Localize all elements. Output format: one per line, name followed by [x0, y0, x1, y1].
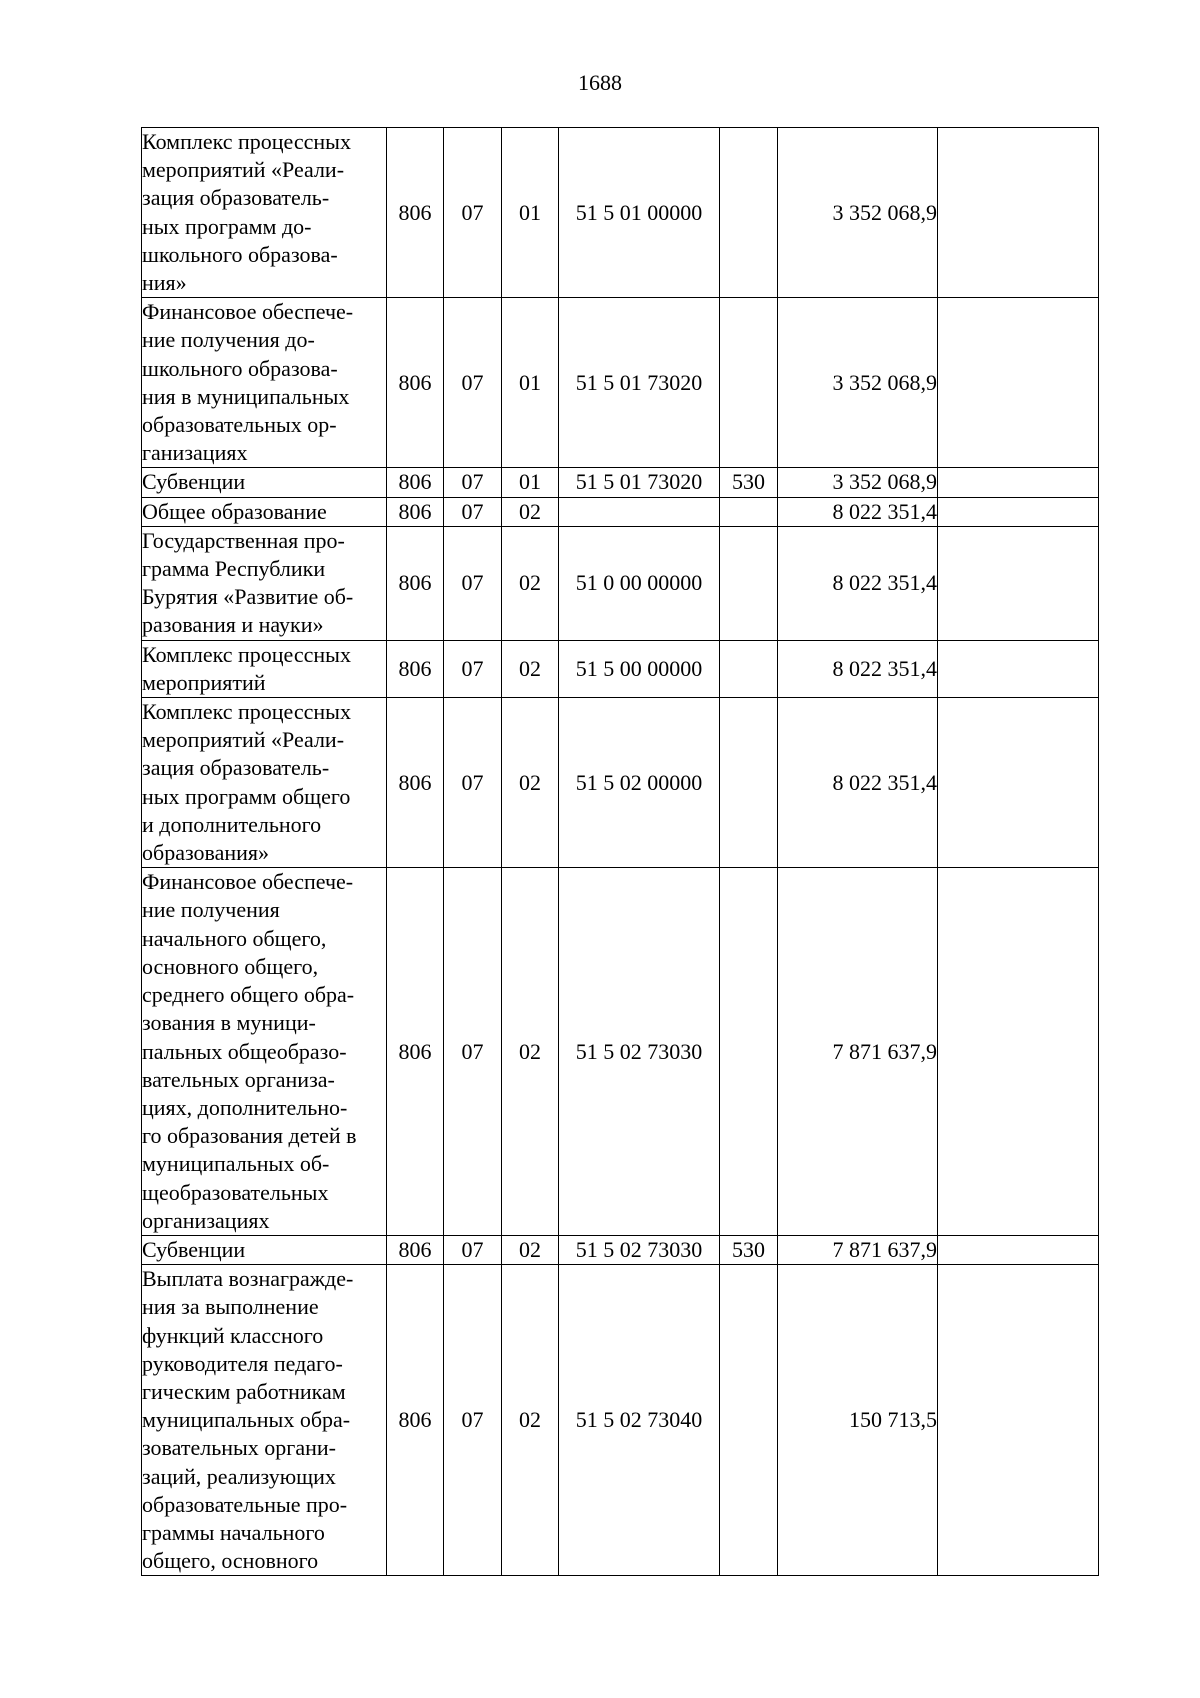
- section-cell: 07: [444, 698, 502, 868]
- row-name-cell: [142, 526, 387, 640]
- expense-type-cell: [720, 128, 778, 298]
- grbs-cell: 806: [387, 698, 444, 868]
- name-line: ганизациях: [142, 440, 248, 466]
- extra-cell: [938, 868, 1099, 1236]
- expense-type-cell: [720, 1265, 778, 1576]
- name-line: муниципальных об-: [142, 1151, 330, 1177]
- amount-cell: 3 352 068,9: [778, 128, 938, 298]
- subsection-cell: 02: [502, 497, 559, 526]
- grbs-cell: 806: [387, 1265, 444, 1576]
- grbs-cell: 806: [387, 1235, 444, 1264]
- name-line: Бурятия «Развитие об-: [142, 584, 354, 610]
- section-cell: 07: [444, 526, 502, 640]
- name-line: Комплекс процессных: [142, 699, 351, 725]
- subsection-cell: 01: [502, 128, 559, 298]
- grbs-cell: 806: [387, 868, 444, 1236]
- name-line: Государственная про-: [142, 527, 345, 553]
- name-line: основного общего,: [142, 953, 319, 979]
- name-line: муниципальных обра-: [142, 1407, 351, 1433]
- amount-cell: 150 713,5: [778, 1265, 938, 1576]
- grbs-cell: 806: [387, 526, 444, 640]
- name-line: Субвенции: [142, 1236, 246, 1262]
- amount-cell: 3 352 068,9: [778, 468, 938, 497]
- name-line: ние получения до-: [142, 327, 315, 353]
- expense-type-cell: 530: [720, 1235, 778, 1264]
- name-line: и дополнительного: [142, 811, 322, 837]
- expense-type-cell: [720, 640, 778, 697]
- expense-type-cell: [720, 298, 778, 468]
- expense-type-cell: [720, 497, 778, 526]
- section-cell: 07: [444, 497, 502, 526]
- grbs-cell: 806: [387, 298, 444, 468]
- amount-cell: 8 022 351,4: [778, 698, 938, 868]
- row-name-cell: [142, 1235, 387, 1264]
- name-line: мероприятий «Реали-: [142, 727, 345, 753]
- target-article-cell: [559, 497, 720, 526]
- name-line: образования»: [142, 840, 270, 866]
- name-line: зация образователь-: [142, 755, 330, 781]
- target-article-cell: 51 5 02 73030: [559, 1235, 720, 1264]
- expense-type-cell: 530: [720, 468, 778, 497]
- subsection-cell: 01: [502, 298, 559, 468]
- grbs-cell: 806: [387, 468, 444, 497]
- name-line: ных программ общего: [142, 783, 351, 809]
- name-line: ния за выполнение: [142, 1294, 319, 1320]
- amount-cell: 8 022 351,4: [778, 497, 938, 526]
- name-line: Комплекс процессных: [142, 129, 351, 154]
- name-line: руководителя педаго-: [142, 1350, 343, 1376]
- expense-type-cell: [720, 526, 778, 640]
- amount-cell: 7 871 637,9: [778, 1235, 938, 1264]
- name-line: Финансовое обеспече-: [142, 299, 354, 325]
- table-row: [142, 640, 1099, 697]
- name-line: мероприятий: [142, 669, 266, 695]
- subsection-cell: 02: [502, 1265, 559, 1576]
- amount-cell: 7 871 637,9: [778, 868, 938, 1236]
- name-line: функций классного: [142, 1322, 324, 1348]
- name-line: зования в муници-: [142, 1010, 316, 1036]
- section-cell: 07: [444, 128, 502, 298]
- extra-cell: [938, 698, 1099, 868]
- subsection-cell: 02: [502, 526, 559, 640]
- subsection-cell: 02: [502, 868, 559, 1236]
- table-row: [142, 1265, 1099, 1576]
- table-row: [142, 526, 1099, 640]
- section-cell: 07: [444, 1265, 502, 1576]
- subsection-cell: 02: [502, 640, 559, 697]
- row-name-cell: [142, 640, 387, 697]
- name-line: зовательных органи-: [142, 1435, 336, 1461]
- name-line: го образования детей в: [142, 1123, 357, 1149]
- amount-cell: 8 022 351,4: [778, 640, 938, 697]
- name-line: Общее образование: [142, 498, 327, 524]
- budget-table: [141, 127, 1099, 1576]
- section-cell: 07: [444, 868, 502, 1236]
- target-article-cell: 51 5 00 00000: [559, 640, 720, 697]
- section-cell: 07: [444, 298, 502, 468]
- name-line: школьного образова-: [142, 241, 338, 267]
- target-article-cell: 51 5 02 73030: [559, 868, 720, 1236]
- page-number: 1688: [578, 70, 622, 95]
- name-line: мероприятий «Реали-: [142, 157, 345, 183]
- table-row: [142, 497, 1099, 526]
- name-line: начального общего,: [142, 925, 327, 951]
- name-line: граммы начального: [142, 1519, 325, 1545]
- grbs-cell: 806: [387, 497, 444, 526]
- name-line: вательных организа-: [142, 1066, 335, 1092]
- name-line: среднего общего обра-: [142, 982, 355, 1008]
- amount-cell: 3 352 068,9: [778, 298, 938, 468]
- target-article-cell: 51 5 01 00000: [559, 128, 720, 298]
- row-name-cell: [142, 298, 387, 468]
- table-row: [142, 868, 1099, 1236]
- target-article-cell: 51 5 02 73040: [559, 1265, 720, 1576]
- name-line: ния»: [142, 270, 187, 296]
- amount-cell: 8 022 351,4: [778, 526, 938, 640]
- extra-cell: [938, 1235, 1099, 1264]
- name-line: пальных общеобразо-: [142, 1038, 347, 1064]
- name-line: зация образователь-: [142, 185, 330, 211]
- table-row: [142, 1235, 1099, 1264]
- grbs-cell: 806: [387, 128, 444, 298]
- row-name-cell: [142, 468, 387, 497]
- row-name-cell: [142, 698, 387, 868]
- name-line: организациях: [142, 1207, 270, 1233]
- name-line: общего, основного: [142, 1548, 319, 1574]
- name-line: разования и науки»: [142, 612, 324, 638]
- name-line: щеобразовательных: [142, 1179, 329, 1205]
- row-name-cell: [142, 128, 387, 298]
- extra-cell: [938, 468, 1099, 497]
- name-line: ных программ до-: [142, 213, 312, 239]
- name-line: грамма Республики: [142, 556, 326, 582]
- name-line: школьного образова-: [142, 355, 338, 381]
- subsection-cell: 01: [502, 468, 559, 497]
- name-line: Комплекс процессных: [142, 641, 351, 667]
- row-name-cell: [142, 497, 387, 526]
- subsection-cell: 02: [502, 1235, 559, 1264]
- extra-cell: [938, 640, 1099, 697]
- extra-cell: [938, 298, 1099, 468]
- name-line: циях, дополнительно-: [142, 1094, 348, 1120]
- table-row: [142, 698, 1099, 868]
- table-row: [142, 298, 1099, 468]
- extra-cell: [938, 128, 1099, 298]
- name-line: Финансовое обеспече-: [142, 869, 354, 895]
- name-line: ние получения: [142, 897, 280, 923]
- name-line: образовательных ор-: [142, 412, 337, 438]
- name-line: гическим работникам: [142, 1378, 346, 1404]
- grbs-cell: 806: [387, 640, 444, 697]
- extra-cell: [938, 526, 1099, 640]
- row-name-cell: [142, 868, 387, 1236]
- name-line: образовательные про-: [142, 1491, 348, 1517]
- table-row: [142, 468, 1099, 497]
- subsection-cell: 02: [502, 698, 559, 868]
- expense-type-cell: [720, 698, 778, 868]
- target-article-cell: 51 5 02 00000: [559, 698, 720, 868]
- name-line: заций, реализующих: [142, 1463, 336, 1489]
- section-cell: 07: [444, 1235, 502, 1264]
- section-cell: 07: [444, 640, 502, 697]
- table-row: [142, 128, 1099, 298]
- section-cell: 07: [444, 468, 502, 497]
- name-line: ния в муниципальных: [142, 383, 350, 409]
- expense-type-cell: [720, 868, 778, 1236]
- target-article-cell: 51 5 01 73020: [559, 468, 720, 497]
- target-article-cell: 51 0 00 00000: [559, 526, 720, 640]
- target-article-cell: 51 5 01 73020: [559, 298, 720, 468]
- row-name-cell: [142, 1265, 387, 1576]
- name-line: Субвенции: [142, 469, 246, 495]
- extra-cell: [938, 1265, 1099, 1576]
- extra-cell: [938, 497, 1099, 526]
- name-line: Выплата вознагражде-: [142, 1266, 354, 1292]
